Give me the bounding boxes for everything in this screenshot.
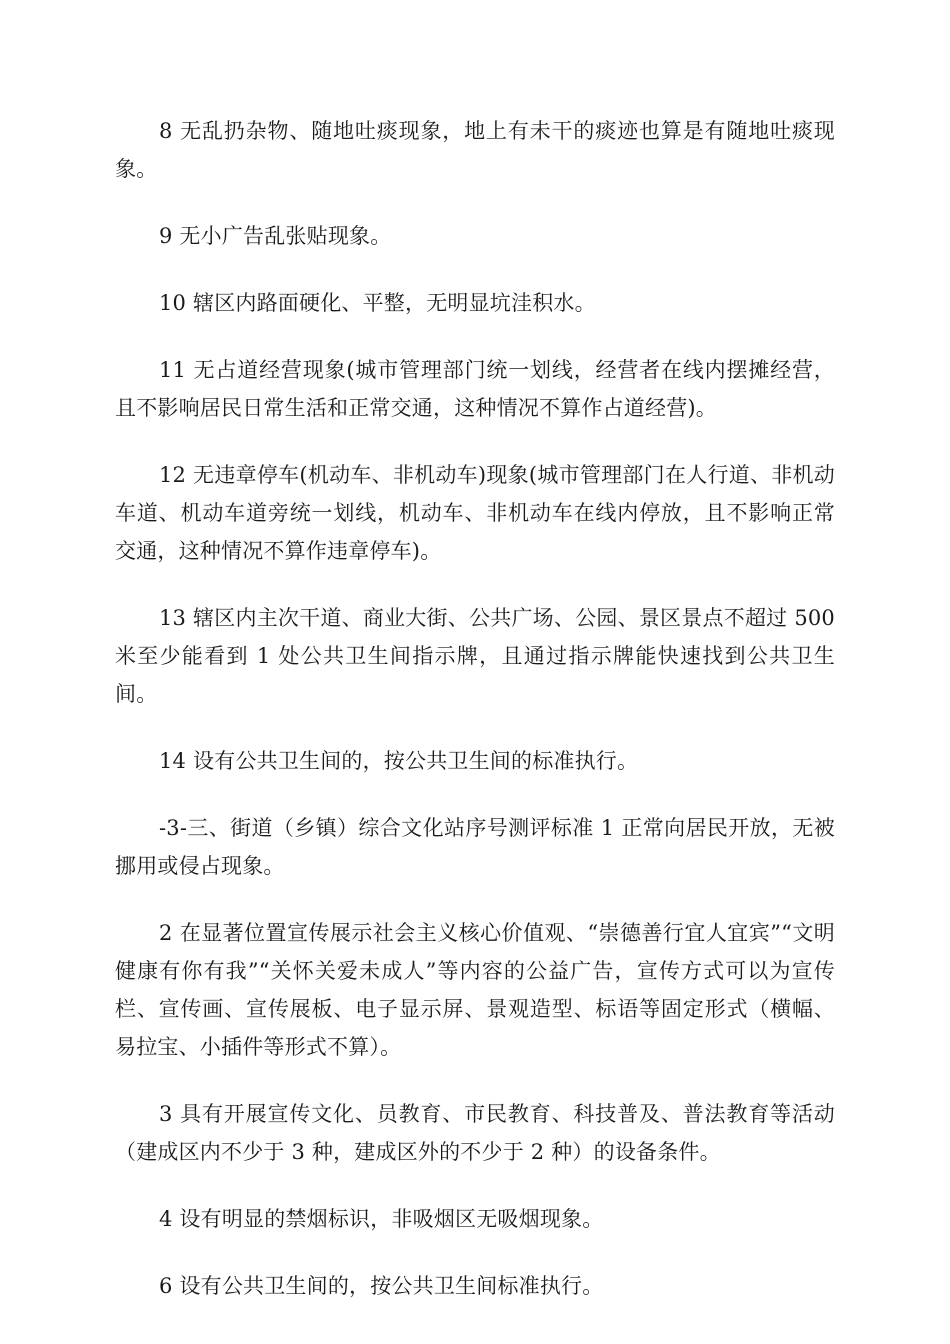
section-three-paragraph-6: 6 设有公共卫生间的，按公共卫生间标准执行。 <box>159 1274 604 1298</box>
section-three-paragraph-1: -3-三、街道（乡镇）综合文化站序号测评标准 1 正常向居民开放，无被挪用或侵占现象。 <box>115 816 835 878</box>
paragraph-13: 13 辖区内主次干道、商业大街、公共广场、公园、景区景点不超过 500 米至少能看到 1 处公共卫生间指示牌，且通过指示牌能快速找到公共卫生间。 <box>115 606 835 706</box>
paragraph-14: 14 设有公共卫生间的，按公共卫生间的标准执行。 <box>159 749 639 773</box>
paragraph-12: 12 无违章停车(机动车、非机动车)现象(城市管理部门在人行道、非机动车道、机动车道旁统一划线，机动车、非机动车在线内停放，且不影响正常交通，这种情况不算作违章停车)。 <box>115 463 835 563</box>
paragraph-9: 9 无小广告乱张贴现象。 <box>159 224 392 248</box>
paragraph-10: 10 辖区内路面硬化、平整，无明显坑洼积水。 <box>159 291 596 315</box>
section-three-paragraph-3: 3 具有开展宣传文化、员教育、市民教育、科技普及、普法教育等活动（建成区内不少于 3 种，建成区外的不少于 2 种）的设备条件。 <box>115 1102 835 1164</box>
paragraph-8: 8 无乱扔杂物、随地吐痰现象，地上有未干的痰迹也算是有随地吐痰现象。 <box>115 119 835 181</box>
section-three-paragraph-4: 4 设有明显的禁烟标识，非吸烟区无吸烟现象。 <box>159 1207 604 1231</box>
document-body <box>115 112 835 1334</box>
section-three-paragraph-2: 2 在显著位置宣传展示社会主义核心价值观、“崇德善行宜人宜宾”“文明健康有你有我”“关怀关爱未成人”等内容的公益广告，宣传方式可以为宣传栏、宣传画、宣传展板、电子显示屏、景观造型、标语等固定形式（横幅、易拉宝、小插件等形式不算）。 <box>115 921 835 1059</box>
paragraph-11: 11 无占道经营现象(城市管理部门统一划线，经营者在线内摆摊经营，且不影响居民日常生活和正常交通，这种情况不算作占道经营)。 <box>115 358 835 420</box>
